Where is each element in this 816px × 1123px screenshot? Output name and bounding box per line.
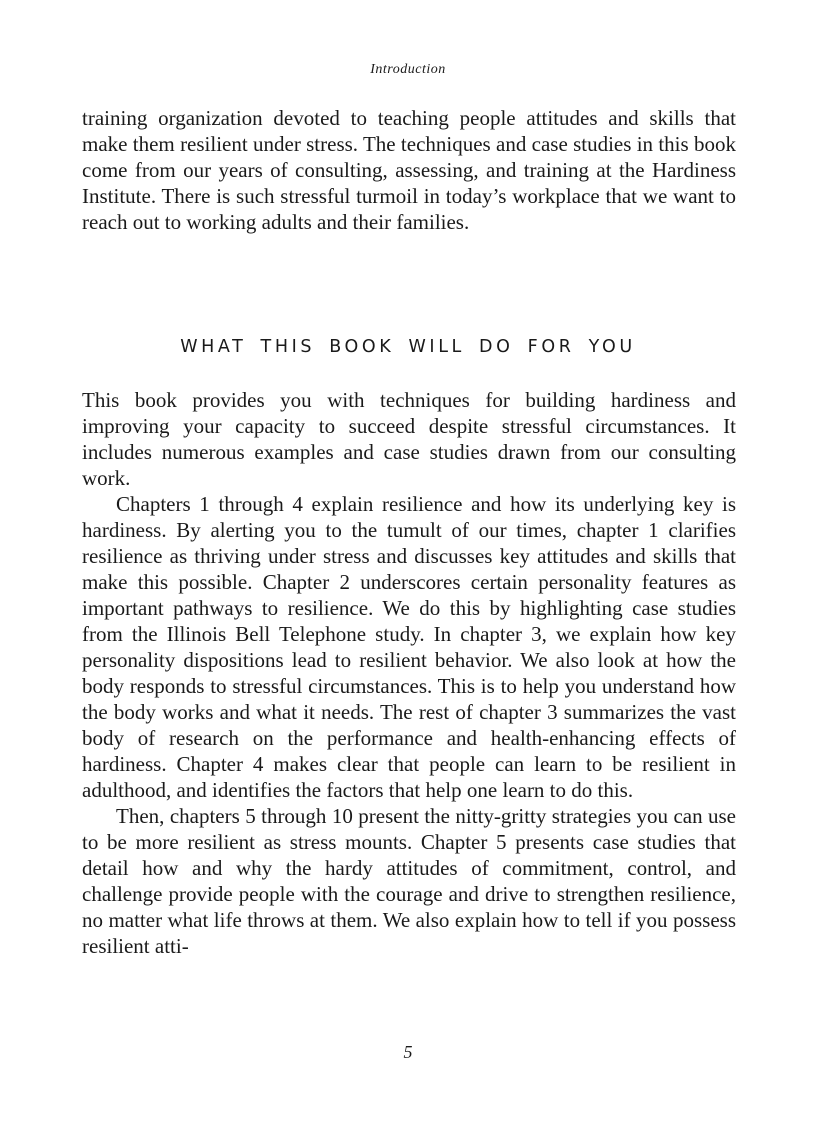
intro-paragraph: training organization devoted to teaching people attitudes and skills that make them resilient under stress. The techniques and case studies in this book come from our years of consulting, assessing, and training at the Hardiness Institute. There is such stressful turmoil in today’s workplace that we want to reach out to working adults and their families. (82, 106, 736, 234)
section-heading: WHAT THIS BOOK WILL DO FOR YOU (180, 337, 636, 357)
body-paragraph-2: Chapters 1 through 4 explain resilience and how its underlying key is hardiness. By alerting you to the tumult of our times, chapter 1 clarifies resilience as thriving under stress and discusses key attitudes and skills that make this possible. Chapter 2 underscores certain personality features as important pathways to resilience. We do this by highlighting case studies from the Illinois Bell Telephone study. In chapter 3, we explain how key personality dispositions lead to resilient behavior. We also look at how the body responds to stressful circumstances. This is to help you understand how the body works and what it needs. The rest of chapter 3 summarizes the vast body of research on the performance and health-enhancing effects of hardiness. Chapter 4 makes clear that people can learn to be resilient in adulthood, and identifies the factors that help one learn to do this. (82, 492, 736, 802)
intro-text-block (82, 105, 736, 235)
body-paragraph-1: This book provides you with techniques for building hardiness and improving your capacity to succeed despite stressful circumstances. It includes numerous examples and case studies drawn from our consulting work. (82, 388, 736, 490)
body-paragraph-3: Then, chapters 5 through 10 present the nitty-gritty strategies you can use to be more resilient as stress mounts. Chapter 5 presents case studies that detail how and why the hardy attitudes of commitment, control, and challenge provide people with the courage and drive to strengthen resilience, no matter what life throws at them. We also explain how to tell if you possess resilient atti- (82, 804, 736, 958)
running-head: Introduction (370, 62, 446, 77)
main-text-block (82, 387, 736, 959)
page-number: 5 (403, 1042, 413, 1062)
